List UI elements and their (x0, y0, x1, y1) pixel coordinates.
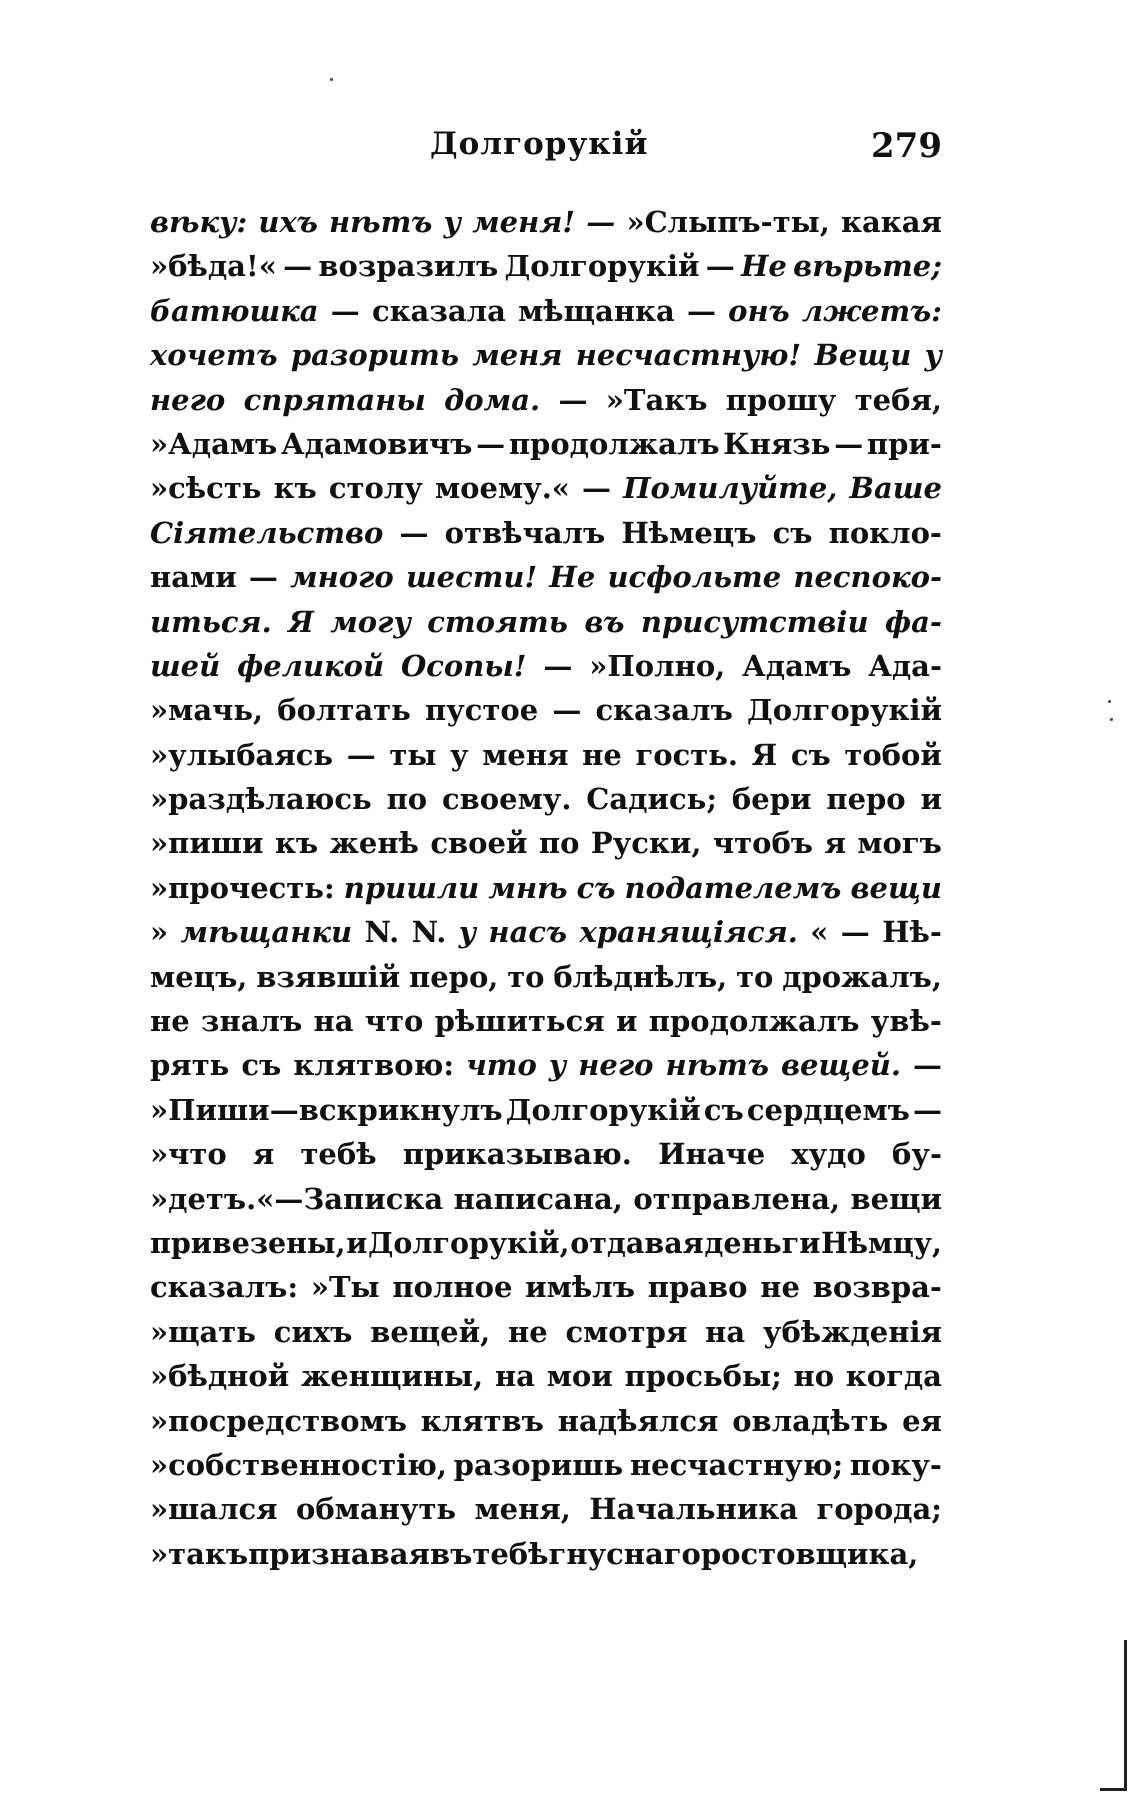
word: мои (546, 1359, 613, 1394)
word: несчастную! (575, 338, 802, 373)
word: меня (482, 737, 569, 772)
word: обмануть (296, 1492, 457, 1527)
word: тобой (844, 737, 942, 772)
page-number: 279 (871, 126, 942, 166)
word: »пиши (150, 826, 264, 861)
word: »прочесть: (150, 870, 335, 905)
text-line (150, 200, 942, 244)
word: — (283, 249, 313, 284)
text-line (150, 1399, 942, 1443)
word: насъ (488, 915, 568, 950)
word: какая (841, 205, 942, 239)
word: вещи (850, 870, 942, 905)
word: на (494, 1359, 535, 1394)
word: мецъ, (150, 959, 248, 994)
word: и (615, 1004, 638, 1039)
word: взявшій (256, 959, 401, 994)
word: »Пиши—вскрикнулъ (150, 1092, 503, 1127)
word: тебѣ (472, 1536, 549, 1571)
word: — (686, 293, 716, 328)
word: »Адамъ (150, 426, 278, 461)
word: съ (772, 515, 813, 550)
word: сихъ (273, 1314, 353, 1349)
word: вещей. (780, 1048, 901, 1083)
word: на (313, 1004, 354, 1039)
text-line (150, 1132, 942, 1176)
text-line (150, 600, 942, 644)
word: приказываю. (402, 1137, 632, 1172)
word: убѣжденія (762, 1314, 942, 1349)
word: Нѣмцу, (821, 1225, 942, 1260)
word: »раздѣлаюсь (150, 782, 372, 817)
word: сердцемъ (746, 1092, 910, 1127)
word: сказалъ: (150, 1270, 299, 1305)
word: могу (330, 604, 411, 639)
word: дрожалъ, (782, 959, 942, 994)
word: »детъ.«—Записка (150, 1181, 444, 1216)
word: тебя, (854, 382, 942, 417)
word: къ (273, 471, 317, 506)
word: мѣщанка (518, 293, 675, 328)
word: смотря (565, 1314, 688, 1349)
word: при- (866, 426, 942, 461)
word: вѣрьте; (793, 249, 942, 284)
word: — (558, 382, 588, 417)
word: N. (411, 915, 447, 950)
word: покло- (828, 515, 942, 550)
word: рять (150, 1048, 230, 1083)
text-line (150, 821, 942, 865)
word: пустое (424, 693, 539, 728)
word: него (150, 382, 226, 417)
word: мнѣ (488, 870, 568, 905)
word: Начальника (589, 1492, 799, 1527)
word: Руски, (590, 826, 702, 861)
word: худо (791, 1137, 866, 1172)
word: прошу (725, 382, 837, 417)
word: Долгорукій (746, 693, 942, 728)
word: Нѣмецъ (621, 515, 757, 550)
text-line (150, 1221, 942, 1265)
text-line (150, 1443, 942, 1487)
scan-speck (330, 78, 333, 81)
word: хранящіяся. (579, 915, 798, 950)
word: рѣшиться (434, 1004, 605, 1039)
word: у (458, 915, 477, 950)
body-text (150, 200, 942, 1576)
word: не (150, 1004, 190, 1039)
word: Адамъ (742, 648, 852, 683)
word: »посредствомъ (150, 1403, 407, 1438)
word: гость. (635, 737, 738, 772)
word: — (330, 293, 360, 328)
word: феликой (237, 648, 385, 683)
text-line (150, 511, 942, 555)
word: къ (274, 826, 319, 861)
word: Помилуйте, (623, 471, 838, 506)
word: столу (328, 471, 423, 506)
text-line (150, 777, 942, 821)
word: просьбы; (624, 1359, 782, 1394)
word: « (810, 915, 829, 950)
text-line (150, 466, 942, 510)
word: овладѣть (732, 1403, 889, 1438)
word: полное (392, 1270, 513, 1305)
text-line (150, 422, 942, 466)
word: »такъ (150, 1536, 249, 1571)
word: въ (584, 604, 625, 639)
word: — (346, 737, 376, 772)
word: »Такъ (605, 382, 708, 417)
word: — (552, 693, 582, 728)
word: фа- (884, 604, 942, 639)
word: съ (790, 737, 831, 772)
word: чтобъ (712, 826, 814, 861)
text-line (150, 555, 942, 599)
word: бери (731, 782, 812, 817)
word: съ (703, 1092, 744, 1127)
word: по (538, 826, 580, 861)
word: я (252, 1137, 275, 1172)
word: — (834, 426, 864, 461)
scan-speck (1110, 718, 1113, 721)
word: и (920, 782, 942, 817)
word: блѣднѣлъ, (553, 959, 728, 994)
word: у (924, 338, 942, 373)
word: признавая (248, 1536, 430, 1571)
word: женщины, (300, 1359, 484, 1394)
text-line (150, 644, 942, 688)
word: »мачь, (150, 693, 264, 728)
word: нѣтъ (665, 1048, 769, 1083)
word: Сіятельство (150, 515, 384, 550)
word: — (582, 471, 612, 506)
text-line (150, 1532, 942, 1576)
word: иться. (150, 604, 272, 639)
word: нѣтъ (329, 205, 433, 239)
word: зналъ (200, 1004, 303, 1039)
word: меня, (474, 1492, 571, 1527)
text-line (150, 955, 942, 999)
word: много (290, 560, 394, 595)
word: батюшка (150, 293, 319, 328)
word: возвра- (812, 1270, 942, 1305)
word: возразилъ (318, 249, 499, 284)
word: — (912, 1092, 942, 1127)
word: то (507, 959, 545, 994)
word: лжетъ: (801, 293, 942, 328)
word: болтать (277, 693, 411, 728)
word: »Полно, (589, 648, 726, 683)
word: когда (845, 1359, 942, 1394)
text-line (150, 1487, 942, 1531)
text-line (150, 999, 942, 1043)
text-line (150, 1088, 942, 1132)
word: Ада- (868, 648, 942, 683)
word: Долгорукій (504, 249, 700, 284)
text-line (150, 333, 942, 377)
word: города; (816, 1492, 942, 1527)
word: »шался (150, 1492, 278, 1527)
text-line (150, 244, 942, 288)
text-line (150, 1043, 942, 1087)
word: женѣ (329, 826, 419, 861)
word: »бѣдной (150, 1359, 290, 1394)
text-line (150, 1177, 942, 1221)
text-line (150, 688, 942, 732)
word: увѣ- (870, 1004, 942, 1039)
word: гнуснаго (548, 1536, 701, 1571)
text-line (150, 1265, 942, 1309)
word: — (586, 205, 616, 239)
word: я (824, 826, 846, 861)
word: — (399, 515, 429, 550)
word: вѣку: (150, 205, 248, 239)
word: подателемъ (624, 870, 842, 905)
word: деньги (704, 1225, 821, 1260)
word: Не (741, 249, 787, 284)
word: не (508, 1314, 548, 1349)
word: — (476, 426, 506, 461)
word: исфольте (607, 560, 782, 595)
word: въ (429, 1536, 473, 1571)
word: у (548, 1048, 567, 1083)
word: вещи (850, 1181, 942, 1216)
word: »Ты (310, 1270, 380, 1305)
word: песпоко- (793, 560, 942, 595)
text-line (150, 866, 942, 910)
word: Долгорукій, (368, 1225, 570, 1260)
word: отправлена, (633, 1181, 841, 1216)
word: меня! (472, 205, 576, 239)
word: съ (241, 1048, 282, 1083)
word: Я (288, 604, 314, 639)
text-line (150, 378, 942, 422)
word: написана, (453, 1181, 623, 1216)
word: »сѣсть (150, 471, 262, 506)
word: Нѣ- (882, 915, 942, 950)
word: пришли (343, 870, 480, 905)
word: перо, (408, 959, 499, 994)
word: спрятаны (243, 382, 426, 417)
word: Вещи (814, 338, 912, 373)
word: продолжалъ (508, 426, 720, 461)
word: несчастную; (629, 1447, 844, 1482)
word: мѣщанки (180, 915, 353, 950)
text-line (150, 1354, 942, 1398)
word: перо (826, 782, 906, 817)
word: моему.« (434, 471, 570, 506)
word: — (705, 249, 735, 284)
word: и (346, 1225, 368, 1260)
scan-edge-mark (1100, 1788, 1127, 1791)
word: разорить (290, 338, 459, 373)
word: — (840, 915, 870, 950)
word: N. (364, 915, 400, 950)
word: ты (389, 737, 437, 772)
word: разоришь (453, 1447, 624, 1482)
word: то (736, 959, 774, 994)
word: отдавая (570, 1225, 704, 1260)
word: шей (150, 648, 221, 683)
word: ростовщика, (700, 1536, 919, 1571)
word: дома. (444, 382, 541, 417)
page-header (150, 126, 942, 176)
word: »что (150, 1137, 227, 1172)
word: не (582, 737, 622, 772)
word: меня (472, 338, 563, 373)
word: надѣялся (557, 1403, 719, 1438)
word: поку- (849, 1447, 942, 1482)
word: Князь (723, 426, 831, 461)
word: Ваше (849, 471, 942, 506)
word: — (248, 560, 278, 595)
word: онъ (728, 293, 790, 328)
word: нами (150, 560, 237, 595)
text-line (150, 910, 942, 954)
word: право (647, 1270, 748, 1305)
word: — (543, 648, 573, 683)
word: Осопы! (400, 648, 527, 683)
word: что (466, 1048, 537, 1083)
word: хочетъ (150, 338, 278, 373)
scan-speck (1108, 700, 1111, 703)
word: могъ (857, 826, 942, 861)
word: но (793, 1359, 835, 1394)
word: »Слыпъ-ты, (626, 205, 830, 239)
word: клятвою: (293, 1048, 455, 1083)
word: шести! (405, 560, 538, 595)
word: продолжалъ (648, 1004, 860, 1039)
word: Не (549, 560, 596, 595)
running-head: Долгорукій (430, 126, 649, 162)
text-line (150, 733, 942, 777)
word: ея (902, 1403, 942, 1438)
word: у (450, 737, 469, 772)
word: него (578, 1048, 654, 1083)
word: » (150, 915, 169, 950)
word: не (760, 1270, 800, 1305)
word: присутствіи (640, 604, 869, 639)
word: у (443, 205, 461, 239)
word: Иначе (658, 1137, 766, 1172)
word: сказалъ (595, 693, 733, 728)
word: сказала (371, 293, 506, 328)
word: клятвъ (420, 1403, 544, 1438)
scan-edge-mark (1124, 1640, 1127, 1790)
word: по (386, 782, 428, 817)
word: стоять (427, 604, 568, 639)
word: »бѣда!« (150, 249, 277, 284)
word: тебѣ (300, 1137, 377, 1172)
word: ихъ (258, 205, 318, 239)
word: привезены, (150, 1225, 346, 1260)
word: Адамовичъ (281, 426, 473, 461)
word: »щать (150, 1314, 256, 1349)
word: своей (430, 826, 528, 861)
word: »собственностію, (150, 1447, 447, 1482)
text-line (150, 1310, 942, 1354)
word: — (913, 1048, 942, 1083)
word: вещей, (370, 1314, 491, 1349)
word: своему. (442, 782, 572, 817)
word: бу- (892, 1137, 942, 1172)
text-line (150, 289, 942, 333)
word: Долгорукій (505, 1092, 701, 1127)
word: съ (576, 870, 616, 905)
word: »улыбаясь (150, 737, 334, 772)
word: имѣлъ (525, 1270, 635, 1305)
word: что (364, 1004, 424, 1039)
word: на (705, 1314, 746, 1349)
word: отвѣчалъ (444, 515, 606, 550)
word: Я (751, 737, 778, 772)
word: Садись; (586, 782, 718, 817)
